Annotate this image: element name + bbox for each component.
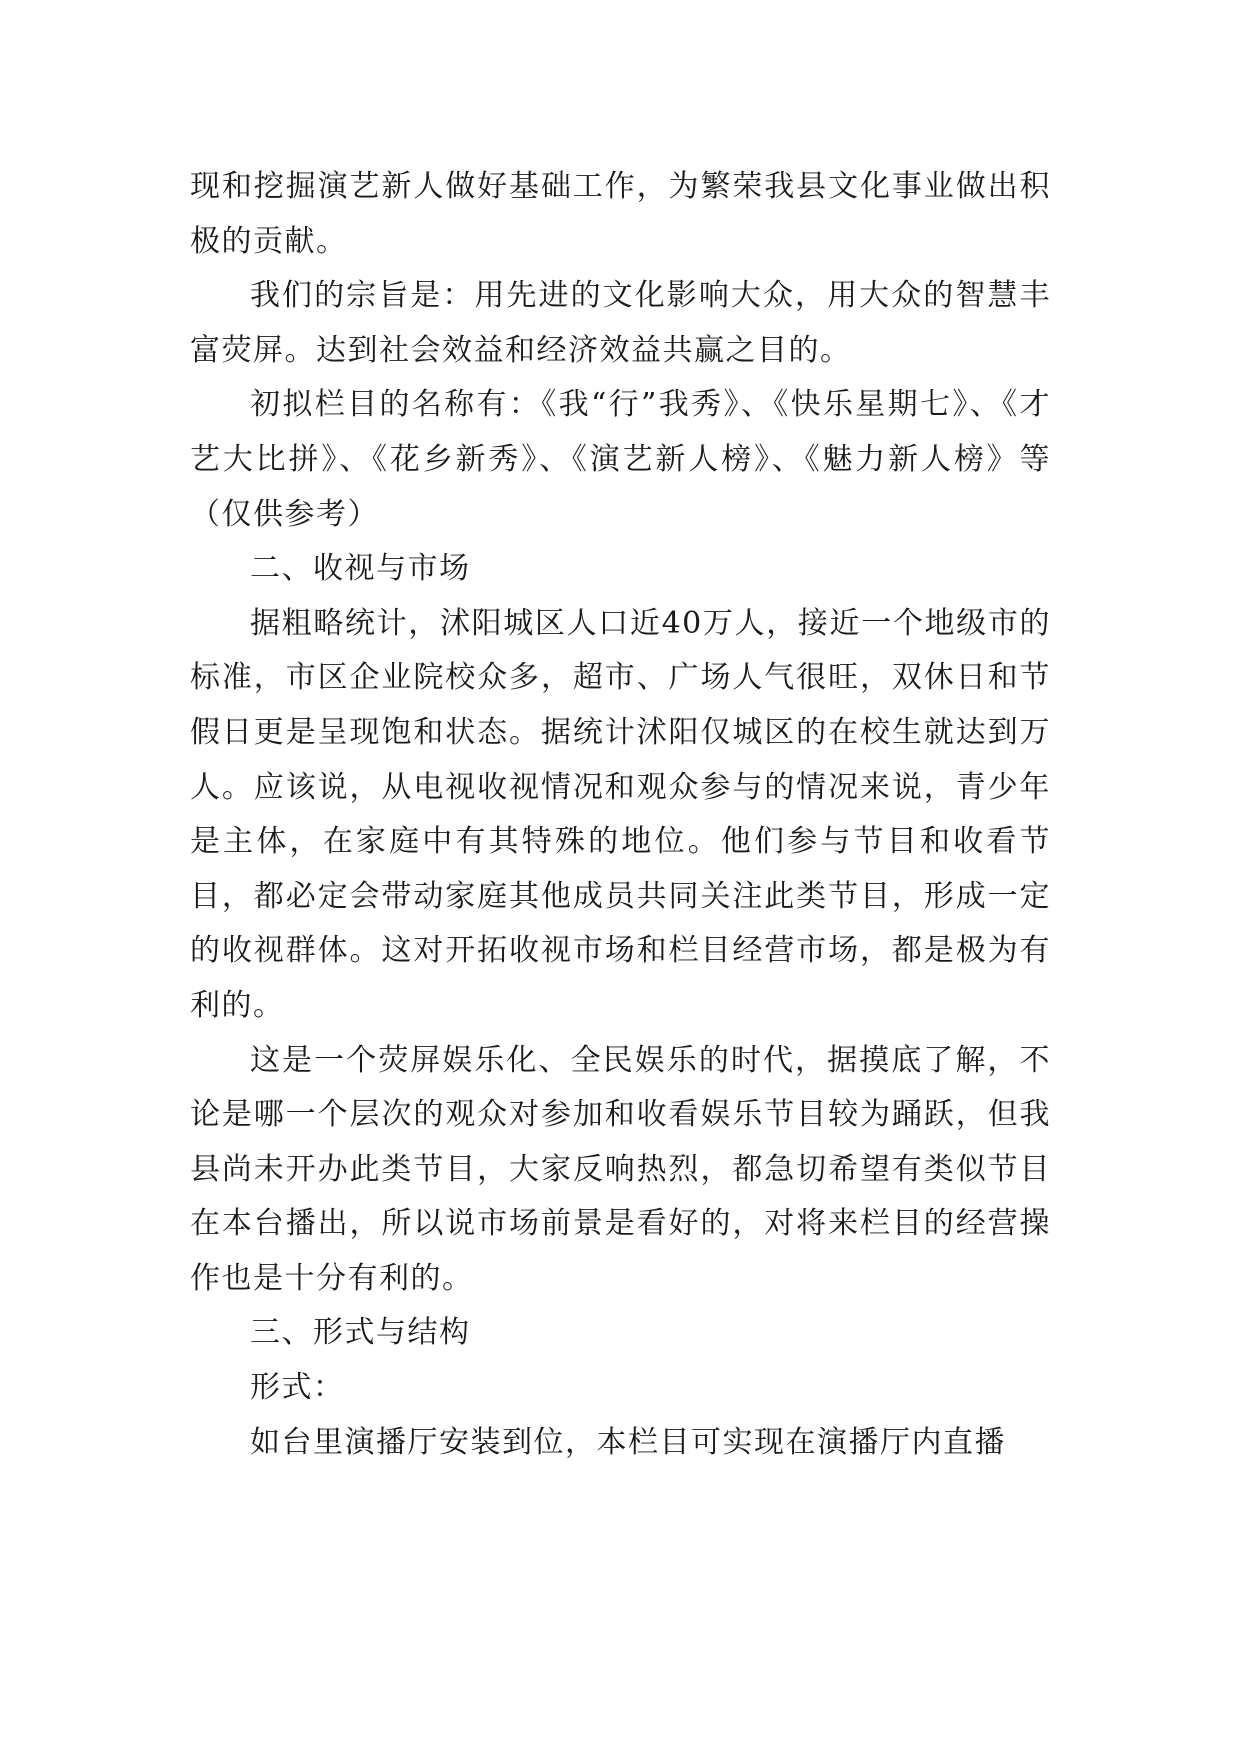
- paragraph-purpose: 我们的宗旨是：用先进的文化影响大众，用大众的智慧丰富荧屏。达到社会效益和经济效益共赢之目的。: [190, 278, 1051, 368]
- document-body: [190, 160, 1051, 1470]
- paragraph-entertainment-era: 这是一个荧屏娱乐化、全民娱乐的时代，据摸底了解，不论是哪一个层次的观众对参加和收看娱乐节目较为踊跃，但我县尚未开办此类节目，大家反响热烈，都急切希望有类似节目在本台播出，所以说市场前景是看好的，对将来栏目的经营操作也是十分有利的。: [190, 1042, 1051, 1296]
- section-heading-form-structure: 三、形式与结构: [250, 1315, 471, 1351]
- section-heading-ratings-market: 二、收视与市场: [250, 551, 471, 587]
- paragraph-program-names: 初拟栏目的名称有：《我“行”我秀》、《快乐星期七》、《才艺大比拼》、《花乡新秀》、《演艺新人榜》、《魅力新人榜》等（仅供参考）: [190, 387, 1051, 532]
- paragraph-form-label: 形式：: [250, 1370, 345, 1406]
- paragraph-statistics: 据粗略统计，沭阳城区人口近40万人，接近一个地级市的标准，市区企业院校众多，超市、广场人气很旺，双休日和节假日更是呈现饱和状态。据统计沭阳仅城区的在校生就达到万人。应该说，从电视收视情况和观众参与的情况来说，青少年是主体，在家庭中有其特殊的地位。他们参与节目和收看节目，都必定会带动家庭其他成员共同关注此类节目，形成一定的收视群体。这对开拓收视市场和栏目经营市场，都是极为有利的。: [190, 605, 1051, 1023]
- paragraph-continued: 现和挖掘演艺新人做好基础工作，为繁荣我县文化事业做出积极的贡献。: [190, 169, 1051, 259]
- paragraph-studio-live: 如台里演播厅安装到位，本栏目可实现在演播厅内直播: [250, 1424, 1006, 1460]
